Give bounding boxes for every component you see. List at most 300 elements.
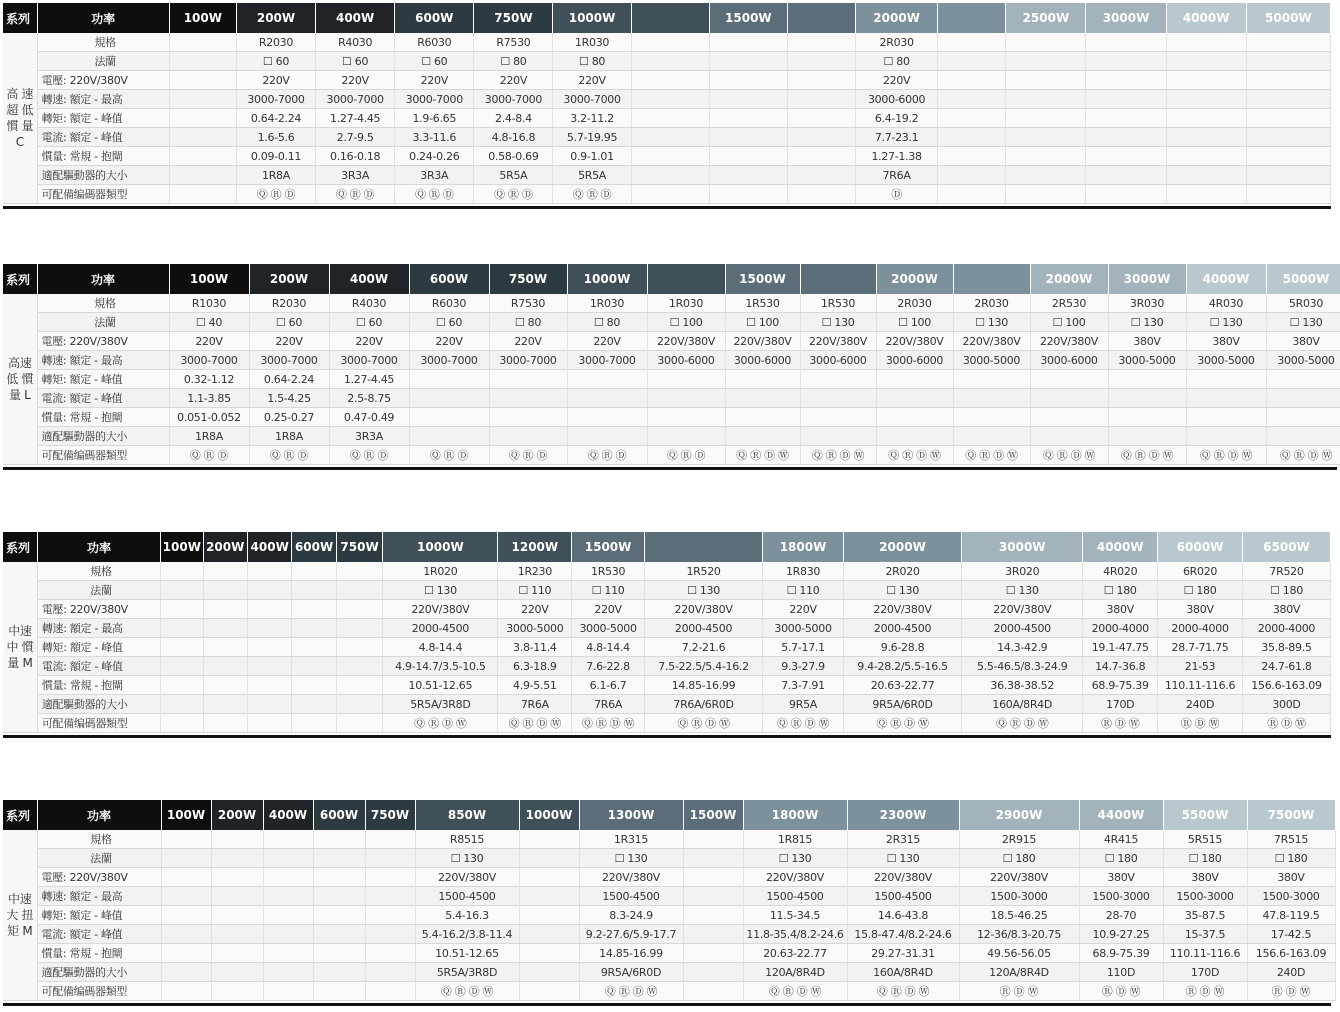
value-cell <box>292 714 336 733</box>
value-cell: 380V <box>1266 332 1340 351</box>
value-cell <box>313 925 365 944</box>
value-cell: 0.32-1.12 <box>169 370 249 389</box>
value-cell: 3R030 <box>1108 294 1186 313</box>
value-cell: 3000-5000 <box>1186 351 1266 370</box>
value-cell: 9R5A/6R0D <box>579 963 683 982</box>
value-cell <box>161 982 211 1001</box>
value-cell: 3000-5000 <box>498 619 572 638</box>
table-row <box>3 695 1331 714</box>
parameter-label-flange: 法蘭 <box>37 581 160 600</box>
value-cell <box>1246 185 1330 204</box>
table-row <box>3 982 1335 1001</box>
value-cell <box>169 52 236 71</box>
table-bottom-rule <box>3 735 1331 738</box>
value-cell: ☐ 130 <box>743 849 847 868</box>
value-cell <box>489 408 567 427</box>
value-cell: 9.6-28.8 <box>843 638 961 657</box>
parameter-label-flange: 法蘭 <box>37 849 161 868</box>
table-row <box>3 600 1331 619</box>
power-column-header: 1500W <box>683 800 743 830</box>
value-cell: 3000-6000 <box>800 351 876 370</box>
value-cell <box>211 849 263 868</box>
spec-table-4 <box>3 800 1331 1001</box>
power-column-header: 100W <box>161 800 211 830</box>
value-cell: 1.27-4.45 <box>316 109 395 128</box>
value-cell: 160A/8R4D <box>962 695 1083 714</box>
value-cell <box>1246 33 1330 52</box>
value-cell <box>647 408 725 427</box>
value-cell: Ⓓ <box>856 185 938 204</box>
value-cell <box>631 147 709 166</box>
value-cell: 220V <box>498 600 572 619</box>
spec-table-1 <box>3 3 1331 204</box>
value-cell <box>1086 128 1166 147</box>
value-cell: ☐ 60 <box>395 52 474 71</box>
value-cell: 3000-7000 <box>236 90 315 109</box>
value-cell: 9.2-27.6/5.9-17.7 <box>579 925 683 944</box>
value-cell: ☐ 180 <box>1083 581 1158 600</box>
value-cell <box>725 427 800 446</box>
value-cell <box>365 906 415 925</box>
power-column-header: 2000W <box>876 264 953 294</box>
value-cell <box>725 389 800 408</box>
value-cell <box>1086 33 1166 52</box>
value-cell: 6R020 <box>1158 562 1243 581</box>
value-cell: ☐ 180 <box>1079 849 1163 868</box>
value-cell <box>336 619 382 638</box>
power-column-header: 1000W <box>553 3 631 33</box>
value-cell: 5.5-46.5/8.3-24.9 <box>962 657 1083 676</box>
value-cell: 1.1-3.85 <box>169 389 249 408</box>
value-cell <box>647 389 725 408</box>
value-cell: 2R530 <box>1030 294 1108 313</box>
value-cell: 7.2-21.6 <box>644 638 762 657</box>
value-cell: 3000-5000 <box>1108 351 1186 370</box>
table-row <box>3 868 1335 887</box>
parameter-label-current: 電流: 額定 - 峰值 <box>37 389 169 408</box>
value-cell <box>161 619 203 638</box>
value-cell <box>247 619 291 638</box>
parameter-label-encoder: 可配備编碼器類型 <box>37 714 160 733</box>
value-cell <box>709 52 787 71</box>
value-cell: 7.5-22.5/5.4-16.2 <box>644 657 762 676</box>
value-cell: 12-36/8.3-20.75 <box>959 925 1079 944</box>
value-cell: Ⓠ Ⓡ Ⓓ Ⓦ <box>1030 446 1108 465</box>
power-column-header: 4000W <box>1166 3 1246 33</box>
value-cell: 29.27-31.31 <box>847 944 959 963</box>
value-cell: 3.3-11.6 <box>395 128 474 147</box>
value-cell: 3000-7000 <box>567 351 647 370</box>
value-cell: 220V/380V <box>415 868 519 887</box>
value-cell <box>203 638 247 657</box>
value-cell: 15-37.5 <box>1163 925 1247 944</box>
value-cell: Ⓠ Ⓡ Ⓓ <box>169 446 249 465</box>
value-cell: 3000-7000 <box>409 351 489 370</box>
value-cell: 220V/380V <box>876 332 953 351</box>
value-cell <box>292 562 336 581</box>
value-cell <box>365 963 415 982</box>
power-column-header: 200W <box>211 800 263 830</box>
value-cell: Ⓠ Ⓡ Ⓓ Ⓦ <box>415 982 519 1001</box>
value-cell <box>247 714 291 733</box>
value-cell <box>211 963 263 982</box>
value-cell: 21-53 <box>1158 657 1243 676</box>
value-cell <box>211 944 263 963</box>
parameter-label-encoder: 可配備编碼器類型 <box>37 185 169 204</box>
value-cell: 2R030 <box>856 33 938 52</box>
value-cell: 220V <box>169 332 249 351</box>
value-cell <box>409 408 489 427</box>
value-cell <box>292 676 336 695</box>
value-cell <box>683 906 743 925</box>
value-cell <box>336 695 382 714</box>
value-cell: Ⓡ Ⓓ Ⓦ <box>1242 714 1330 733</box>
value-cell: 0.25-0.27 <box>249 408 329 427</box>
power-header: 功率 <box>37 264 169 294</box>
value-cell <box>313 868 365 887</box>
value-cell: 3000-6000 <box>856 90 938 109</box>
value-cell: 6.4-19.2 <box>856 109 938 128</box>
value-cell <box>1186 427 1266 446</box>
value-cell <box>953 408 1030 427</box>
value-cell <box>247 562 291 581</box>
value-cell <box>938 185 1006 204</box>
table-bottom-rule <box>3 467 1337 470</box>
value-cell <box>313 887 365 906</box>
value-cell: 2.4-8.4 <box>474 109 553 128</box>
value-cell: R2030 <box>236 33 315 52</box>
value-cell <box>1166 128 1246 147</box>
value-cell <box>313 982 365 1001</box>
power-header: 功率 <box>37 532 160 562</box>
parameter-label-current: 電流: 額定 - 峰值 <box>37 657 160 676</box>
value-cell: 5.7-17.1 <box>763 638 844 657</box>
value-cell: Ⓠ Ⓡ Ⓓ Ⓦ <box>953 446 1030 465</box>
value-cell: 3R3A <box>316 166 395 185</box>
table-row <box>3 887 1335 906</box>
value-cell: Ⓠ Ⓡ Ⓓ Ⓦ <box>962 714 1083 733</box>
value-cell <box>709 33 787 52</box>
value-cell: 1R830 <box>763 562 844 581</box>
value-cell: 5.4-16.3 <box>415 906 519 925</box>
table-row <box>3 657 1331 676</box>
value-cell <box>489 427 567 446</box>
header-row <box>3 800 1335 830</box>
value-cell <box>263 963 313 982</box>
value-cell <box>292 600 336 619</box>
value-cell <box>203 657 247 676</box>
value-cell <box>489 389 567 408</box>
value-cell: 220V/380V <box>743 868 847 887</box>
value-cell: 11.5-34.5 <box>743 906 847 925</box>
value-cell: 220V/380V <box>959 868 1079 887</box>
power-column-header <box>953 264 1030 294</box>
value-cell <box>1166 166 1246 185</box>
value-cell: 7R6A <box>856 166 938 185</box>
value-cell: 7R6A <box>498 695 572 714</box>
value-cell: Ⓠ Ⓡ Ⓓ <box>409 446 489 465</box>
value-cell <box>787 52 855 71</box>
value-cell <box>161 849 211 868</box>
value-cell <box>1186 408 1266 427</box>
spec-table-2 <box>3 264 1337 465</box>
value-cell: 3000-7000 <box>329 351 409 370</box>
value-cell: ☐ 60 <box>249 313 329 332</box>
value-cell: 220V/380V <box>1030 332 1108 351</box>
value-cell: 4.8-14.4 <box>572 638 645 657</box>
value-cell <box>683 963 743 982</box>
value-cell <box>313 849 365 868</box>
value-cell <box>938 109 1006 128</box>
value-cell: 68.9-75.39 <box>1083 676 1158 695</box>
value-cell: R6030 <box>409 294 489 313</box>
value-cell: ☐ 80 <box>489 313 567 332</box>
value-cell: 2000-4500 <box>383 619 498 638</box>
parameter-label-voltage: 電壓: 220V/380V <box>37 332 169 351</box>
power-column-header <box>647 264 725 294</box>
table-row <box>3 714 1331 733</box>
value-cell: ☐ 130 <box>579 849 683 868</box>
value-cell: 3000-6000 <box>876 351 953 370</box>
value-cell <box>203 562 247 581</box>
parameter-label-current: 電流: 額定 - 峰值 <box>37 128 169 147</box>
value-cell: 0.09-0.11 <box>236 147 315 166</box>
table-row <box>3 925 1335 944</box>
parameter-label-speed: 轉速: 額定 - 最高 <box>37 90 169 109</box>
value-cell: 380V <box>1108 332 1186 351</box>
value-cell <box>938 71 1006 90</box>
value-cell: 3R020 <box>962 562 1083 581</box>
value-cell: R8515 <box>415 830 519 849</box>
table-row <box>3 185 1331 204</box>
value-cell <box>313 906 365 925</box>
value-cell <box>647 370 725 389</box>
value-cell: 10.51-12.65 <box>383 676 498 695</box>
value-cell: 10.51-12.65 <box>415 944 519 963</box>
power-header: 功率 <box>37 800 161 830</box>
value-cell: 1R815 <box>743 830 847 849</box>
value-cell: 220V/380V <box>647 332 725 351</box>
value-cell <box>953 427 1030 446</box>
value-cell <box>263 982 313 1001</box>
value-cell: 7R6A <box>572 695 645 714</box>
value-cell: Ⓡ Ⓓ Ⓦ <box>959 982 1079 1001</box>
value-cell: 120A/8R4D <box>743 963 847 982</box>
value-cell: Ⓠ Ⓡ Ⓓ <box>647 446 725 465</box>
value-cell <box>161 830 211 849</box>
value-cell <box>365 830 415 849</box>
parameter-label-encoder: 可配備编碼器類型 <box>37 982 161 1001</box>
power-column-header: 6500W <box>1242 532 1330 562</box>
value-cell: 1500-4500 <box>743 887 847 906</box>
value-cell: Ⓠ Ⓡ Ⓓ Ⓦ <box>843 714 961 733</box>
power-column-header <box>644 532 762 562</box>
value-cell: Ⓠ Ⓡ Ⓓ <box>489 446 567 465</box>
power-column-header: 100W <box>169 3 236 33</box>
value-cell <box>787 33 855 52</box>
value-cell: 24.7-61.8 <box>1242 657 1330 676</box>
power-column-header: 4400W <box>1079 800 1163 830</box>
value-cell <box>1266 370 1340 389</box>
value-cell <box>519 887 579 906</box>
table-row <box>3 619 1331 638</box>
value-cell: 4R030 <box>1186 294 1266 313</box>
value-cell <box>263 906 313 925</box>
value-cell: 28-70 <box>1079 906 1163 925</box>
value-cell <box>1108 408 1186 427</box>
value-cell <box>161 581 203 600</box>
value-cell: 3.2-11.2 <box>553 109 631 128</box>
value-cell <box>725 370 800 389</box>
series-label: 中速 中 慣 量 M <box>3 562 37 733</box>
value-cell: 5R5A <box>553 166 631 185</box>
value-cell: 220V/380V <box>847 868 959 887</box>
parameter-label-spec: 規格 <box>37 294 169 313</box>
power-column-header: 750W <box>336 532 382 562</box>
series-label: 高速 低 慣 量 L <box>3 294 37 465</box>
value-cell: 7R6A/6R0D <box>644 695 762 714</box>
value-cell: 220V <box>409 332 489 351</box>
value-cell <box>161 868 211 887</box>
value-cell <box>519 906 579 925</box>
value-cell: 10.9-27.25 <box>1079 925 1163 944</box>
value-cell <box>1166 33 1246 52</box>
value-cell <box>292 581 336 600</box>
value-cell: 2000-4500 <box>962 619 1083 638</box>
header-row <box>3 3 1331 33</box>
table-row <box>3 370 1340 389</box>
value-cell: 19.1-47.75 <box>1083 638 1158 657</box>
value-cell <box>1006 147 1086 166</box>
value-cell: 2000-4000 <box>1242 619 1330 638</box>
parameter-label-driver: 適配驅動器的大小 <box>37 427 169 446</box>
parameter-label-spec: 規格 <box>37 562 160 581</box>
value-cell: 35.8-89.5 <box>1242 638 1330 657</box>
value-cell: 380V <box>1158 600 1243 619</box>
value-cell <box>938 33 1006 52</box>
value-cell: Ⓠ Ⓡ Ⓓ <box>553 185 631 204</box>
value-cell <box>247 638 291 657</box>
value-cell <box>519 963 579 982</box>
value-cell: 0.9-1.01 <box>553 147 631 166</box>
parameter-label-spec: 規格 <box>37 33 169 52</box>
value-cell <box>203 581 247 600</box>
value-cell <box>161 562 203 581</box>
value-cell: ☐ 100 <box>647 313 725 332</box>
value-cell: 3000-7000 <box>489 351 567 370</box>
value-cell: 160A/8R4D <box>847 963 959 982</box>
power-column-header: 2500W <box>1006 3 1086 33</box>
value-cell: 220V <box>856 71 938 90</box>
table-row <box>3 963 1335 982</box>
value-cell <box>313 830 365 849</box>
value-cell: ☐ 180 <box>1247 849 1335 868</box>
power-column-header: 1800W <box>743 800 847 830</box>
value-cell: ☐ 130 <box>843 581 961 600</box>
value-cell <box>263 849 313 868</box>
value-cell <box>489 370 567 389</box>
value-cell: ☐ 180 <box>1158 581 1243 600</box>
value-cell <box>631 128 709 147</box>
power-column-header: 750W <box>474 3 553 33</box>
value-cell <box>211 868 263 887</box>
value-cell: 1R230 <box>498 562 572 581</box>
parameter-label-voltage: 電壓: 220V/380V <box>37 71 169 90</box>
value-cell: 14.3-42.9 <box>962 638 1083 657</box>
power-column-header: 850W <box>415 800 519 830</box>
value-cell <box>336 638 382 657</box>
value-cell: ☐ 180 <box>959 849 1079 868</box>
value-cell <box>161 925 211 944</box>
value-cell <box>169 185 236 204</box>
value-cell: 1.5-4.25 <box>249 389 329 408</box>
value-cell: 4.9-14.7/3.5-10.5 <box>383 657 498 676</box>
value-cell: 17-42.5 <box>1247 925 1335 944</box>
value-cell <box>1166 90 1246 109</box>
value-cell <box>1030 427 1108 446</box>
value-cell <box>519 925 579 944</box>
value-cell <box>1166 185 1246 204</box>
value-cell: 110D <box>1079 963 1163 982</box>
power-column-header: 200W <box>249 264 329 294</box>
value-cell: ☐ 130 <box>953 313 1030 332</box>
value-cell: 14.7-36.8 <box>1083 657 1158 676</box>
value-cell: 3000-5000 <box>953 351 1030 370</box>
value-cell: Ⓠ Ⓡ Ⓓ Ⓦ <box>1108 446 1186 465</box>
value-cell <box>1246 71 1330 90</box>
power-column-header: 750W <box>365 800 415 830</box>
power-column-header: 4000W <box>1186 264 1266 294</box>
value-cell <box>1086 185 1166 204</box>
value-cell <box>1006 185 1086 204</box>
table-row <box>3 830 1335 849</box>
value-cell <box>800 389 876 408</box>
value-cell <box>953 370 1030 389</box>
power-column-header <box>787 3 855 33</box>
power-column-header: 2000W <box>1030 264 1108 294</box>
value-cell: 36.38-38.52 <box>962 676 1083 695</box>
value-cell: ☐ 80 <box>474 52 553 71</box>
value-cell <box>725 408 800 427</box>
value-cell <box>169 128 236 147</box>
value-cell <box>1266 389 1340 408</box>
value-cell: 20.63-22.77 <box>743 944 847 963</box>
value-cell: 300D <box>1242 695 1330 714</box>
value-cell: Ⓠ Ⓡ Ⓓ Ⓦ <box>383 714 498 733</box>
value-cell <box>161 695 203 714</box>
value-cell <box>169 109 236 128</box>
value-cell <box>1186 370 1266 389</box>
value-cell: 170D <box>1083 695 1158 714</box>
parameter-label-inertia: 慣量: 常規 - 抱閘 <box>37 944 161 963</box>
value-cell <box>709 109 787 128</box>
value-cell: 156.6-163.09 <box>1247 944 1335 963</box>
value-cell: Ⓡ Ⓓ Ⓦ <box>1247 982 1335 1001</box>
parameter-label-voltage: 電壓: 220V/380V <box>37 600 160 619</box>
value-cell: 380V <box>1163 868 1247 887</box>
table-row <box>3 408 1340 427</box>
value-cell: R2030 <box>249 294 329 313</box>
value-cell: 120A/8R4D <box>959 963 1079 982</box>
value-cell <box>336 657 382 676</box>
value-cell: ☐ 130 <box>1186 313 1266 332</box>
value-cell <box>1108 389 1186 408</box>
value-cell: ☐ 180 <box>1163 849 1247 868</box>
value-cell: 3R3A <box>329 427 409 446</box>
value-cell: 49.56-56.05 <box>959 944 1079 963</box>
value-cell <box>161 638 203 657</box>
value-cell: 220V/380V <box>843 600 961 619</box>
